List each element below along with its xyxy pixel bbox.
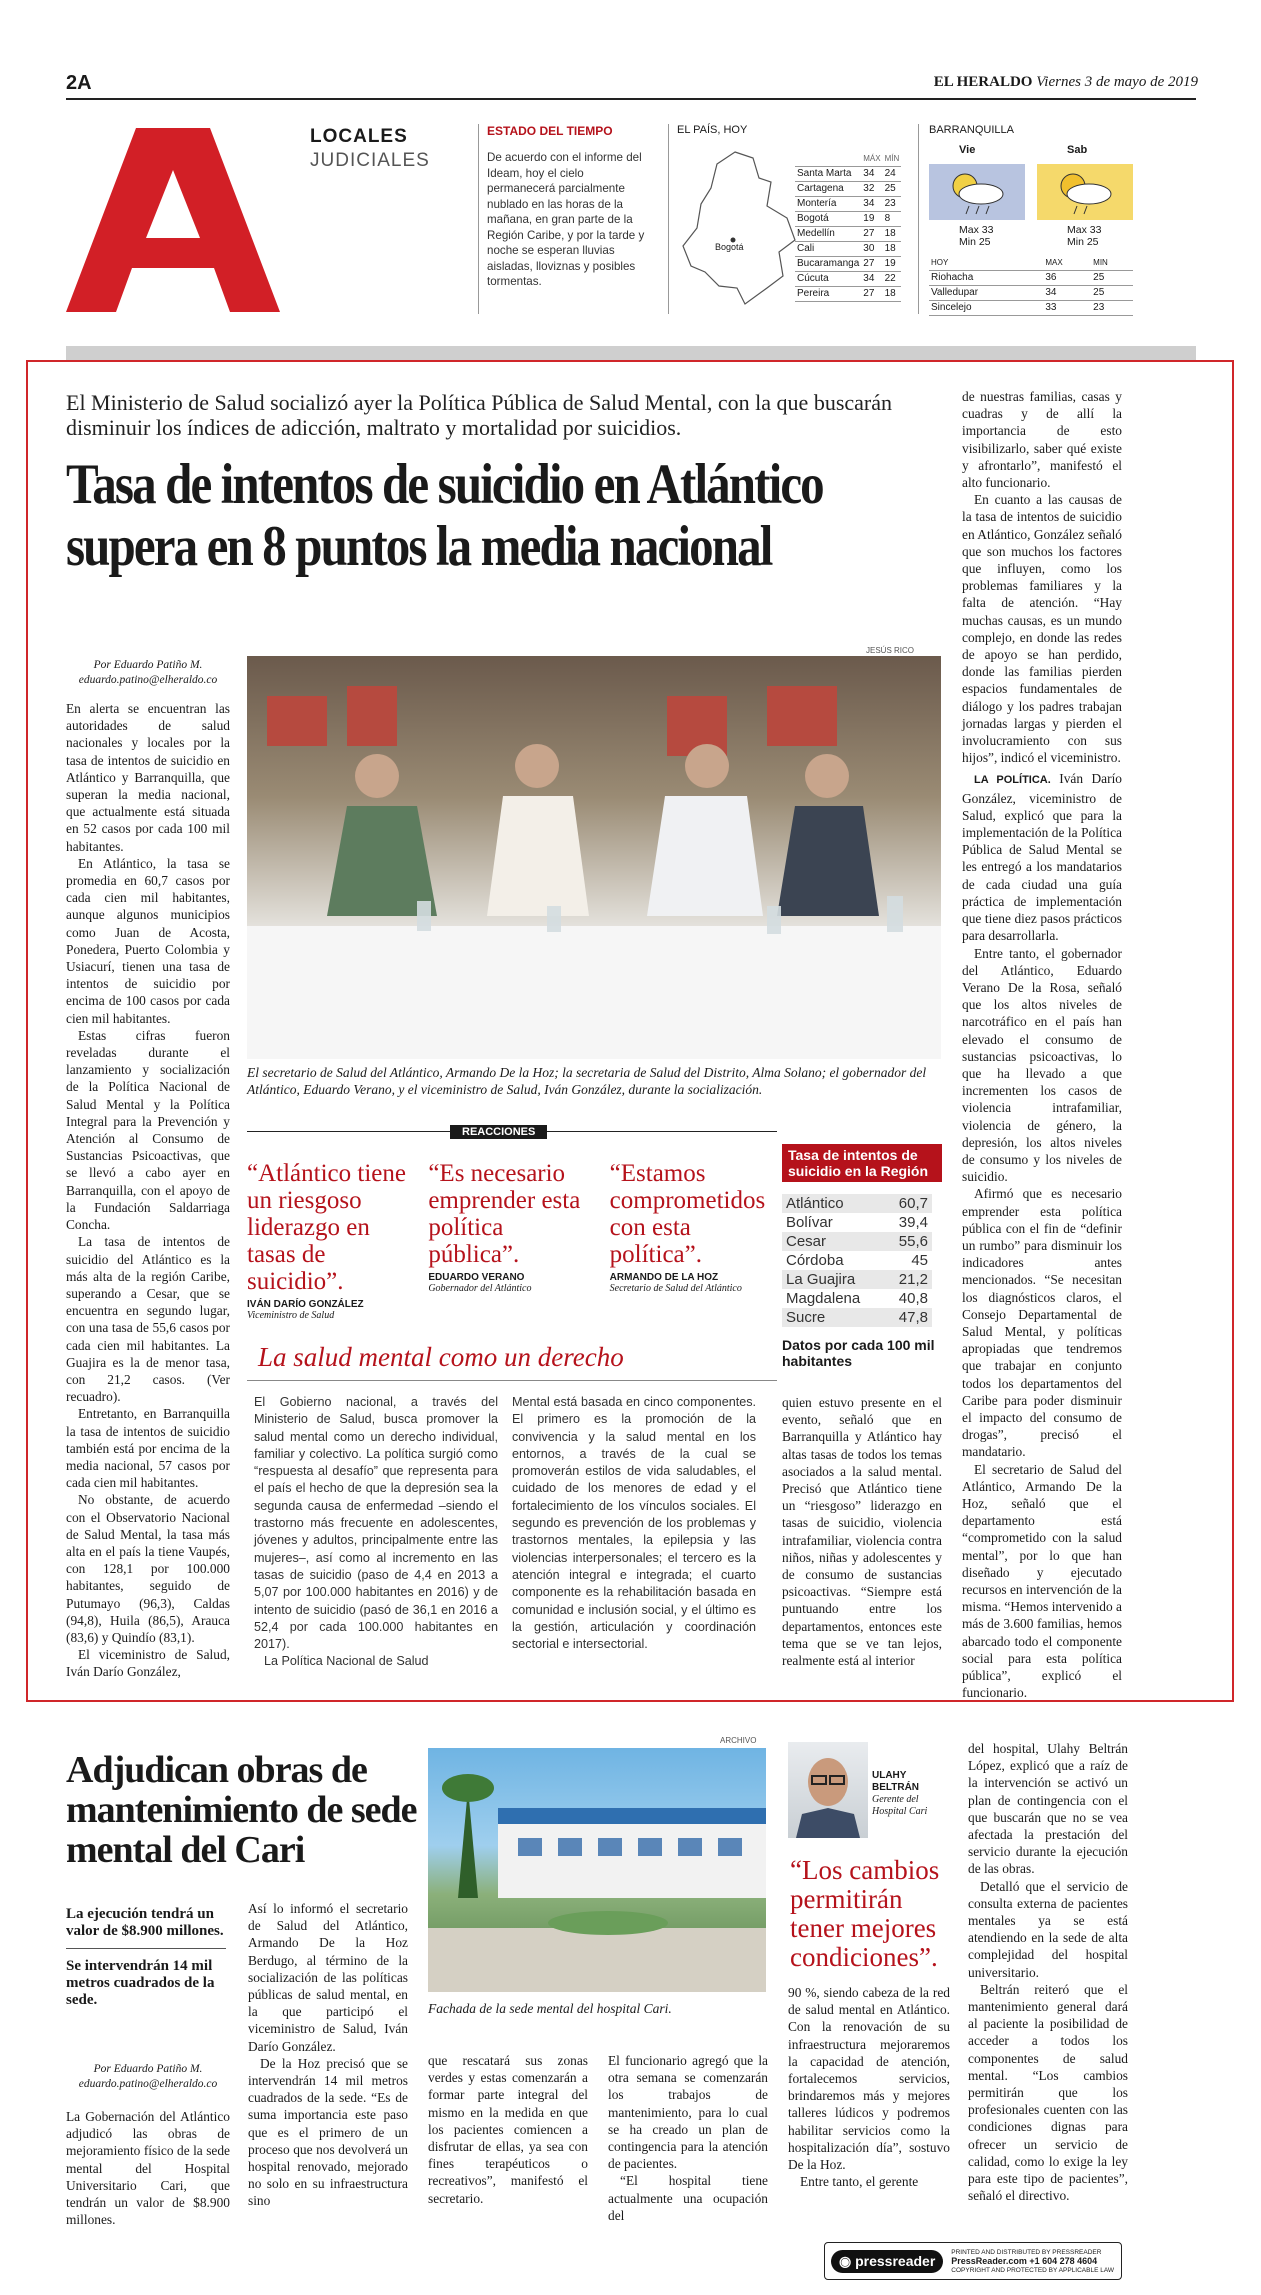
city-max: 34 [861, 197, 882, 212]
footer-copyright: COPYRIGHT AND PROTECTED BY APPLICABLE LAW [951, 2266, 1115, 2274]
city-name: Bogotá [795, 212, 861, 227]
paragraph: Detalló que el servicio de consulta externa de pacientes mentales ya se está atendiendo en la sede de alta complejidad del hospital universitario. [968, 1878, 1128, 1980]
deck-rule [66, 1948, 226, 1949]
subhead: La salud mental como un derecho [258, 1342, 624, 1372]
city-min: 18 [883, 287, 902, 302]
city-row [795, 257, 901, 272]
today-row [929, 286, 1133, 301]
pressreader-brand: pressreader [855, 2252, 936, 2269]
day1-min: Min 25 [959, 236, 991, 248]
region-value: 47,8 [898, 1309, 928, 1326]
quote-text: “Estamos comprometidos con esta política”. [609, 1160, 766, 1268]
today-min: 23 [1091, 301, 1133, 316]
city-min: 24 [883, 167, 902, 182]
story2-email: eduardo.patino@elheraldo.co [78, 2078, 218, 2090]
colombia-map [675, 148, 803, 308]
region-value: 60,7 [898, 1195, 928, 1212]
quote-role: Viceministro de Salud [247, 1310, 335, 1321]
headshot-photo [788, 1742, 868, 1838]
story2-column-4 [608, 2052, 768, 2224]
weather-box [478, 124, 648, 314]
story2-byline: Por Eduardo Patiño M. [93, 2063, 203, 2075]
story2-photo-credit: ARCHIVO [720, 1736, 757, 1745]
paper-name: EL HERALDO [933, 74, 1033, 90]
issue-date: Viernes 3 de mayo de 2019 [1036, 74, 1198, 90]
region-name: Bolívar [786, 1214, 833, 1231]
reactions-label: REACCIONES [450, 1125, 547, 1139]
story2-column-6 [968, 1740, 1128, 2204]
quote-name: ARMANDO DE LA HOZ [609, 1272, 719, 1283]
paragraph: No obstante, de acuerdo con el Observatorio Nacional de Salud Mental, la tasa más alta en el país la tiene Vaupés, con 128,1 por 100.000 habitantes, seguido de Putumayo (96,3), Caldas (94,8), Huila (86,5), Arauca (83,6) y Quindío (83,1). [66, 1492, 230, 1645]
paragraph: Entre tanto, el gobernador del Atlántico, Eduardo Verano De la Rosa, señaló que los altos niveles de narcotráfico en el país han elevado el consumo de sustancias psicoactivas, lo que ha llevado a que incrementen los casos de violencia intrafamiliar, violencia de género, la depresión, los altos niveles de consumo y los niveles de suicidio. [962, 945, 1122, 1185]
region-name: Cesar [786, 1233, 827, 1250]
cities-table [795, 152, 901, 302]
city-row [795, 182, 901, 197]
pressreader-icon: ◉ [839, 2252, 852, 2269]
city-min: 18 [883, 242, 902, 257]
paragraph: Así lo informó el secretario de Salud del Atlántico, Armando De la Hoz Berdugo, al término de la socialización de las políticas públicas de salud mental, en la que participó el viceministro de Salud, Iván Darío González. [248, 1901, 408, 2054]
story2-column-1: La Gobernación del Atlántico adjudicó las obras de mejoramiento físico de la sede mental del Hospital Universitario Cari, que tendrán un valor de $8.900 millones. [66, 2109, 230, 2228]
header-rule [66, 98, 1196, 100]
city-name: Pereira [795, 287, 861, 302]
table-row [782, 1251, 932, 1270]
pressreader-badge [824, 2242, 1122, 2280]
paragraph: Entre tanto, el gerente [800, 2174, 919, 2190]
city-max: 30 [861, 242, 882, 257]
today-min: 25 [1091, 271, 1133, 286]
story2-deck-1: La ejecución tendrá un valor de $8.900 millones. [66, 1906, 224, 1939]
region-name: Sucre [786, 1309, 826, 1326]
day2-panel [1037, 164, 1133, 220]
quote-text: “Es necesario emprender esta política pública”. [428, 1160, 581, 1268]
byline: Por Eduardo Patiño M. [93, 659, 203, 671]
reaction-quote [247, 1160, 414, 1321]
bq-label: BARRANQUILLA [929, 124, 1014, 136]
day1-label: Vie [959, 144, 976, 156]
story2-quote: “Los cambios permitirán tener mejores condiciones”. [790, 1855, 940, 1972]
quote-name: IVÁN DARÍO GONZÁLEZ [247, 1299, 364, 1310]
right-column-lead: LA POLÍTICA. [974, 774, 1051, 787]
weather-title: ESTADO DEL TIEMPO [487, 124, 613, 138]
section-title: LOCALES [310, 126, 408, 147]
photo-credit: JESÚS RICO [866, 646, 915, 655]
region-value: 45 [911, 1252, 928, 1269]
map-city-label: Bogotá [715, 242, 744, 252]
paragraph: En Atlántico, la tasa se promedia en 60,7 casos por cada cien mil habitantes, aunque algunos municipios como Juan de Acosta, Ponedera, Puerto Colombia y Usiacurí, tienen una tasa de intentos de suicidio por encima de 100 casos por cada cien mil habitantes. [66, 855, 230, 1026]
today-row [929, 271, 1133, 286]
city-row [795, 242, 901, 257]
region-value: 39,4 [898, 1214, 928, 1231]
pressreader-logo [831, 2250, 943, 2273]
city-max: 34 [861, 272, 882, 287]
city-row [795, 212, 901, 227]
city-max: 34 [861, 167, 882, 182]
story-column-4: quien estuvo presente en el evento, señaló que en Barranquilla y Atlántico hay altas tasas de todos los temas asociados a la salud mental. Precisó que Atlántico tiene un “riesgoso” liderazgo en tasas de suicidio, violencia intrafamiliar, violencia contra niños, niñas y adolescentes y de consumo de sustancias psicoactivas. “Siempre está puntuando entre los departamentos, entonces este tema que se ve tan lejos, realmente está al interior [782, 1395, 942, 1669]
paragraph: Beltrán reiteró que el mantenimiento general dará al paciente la posibilidad de acceder a todos los componentes de salud mental. “Los cambios permitirán que los profesionales cuenten con las condiciones dignas para ofrecer un servicio de calidad, como lo exige la ley para este tipo de pacientes”, señaló el directivo. [968, 1981, 1128, 2204]
today-name: Riohacha [929, 271, 1043, 286]
sub-column-1-text: El Gobierno nacional, a través del Ministerio de Salud, busca promover la salud mental como un derecho individual, familiar y colectivo. La política surgió como “respuesta al desafío” que representa para el país el hecho de que la depresión sea la segunda causa de enfermedad –siendo el trastorno más frecuente en adolescentes, jóvenes y adultos, principalmente entre las mujeres–, así como al incremento en las tasas de suicidio (paso de 4,4 en 2013 a 5,07 por 100.000 habitantes en 2016) y de intento de suicidio (pasó de 36,1 en 2016 a 52,4 por cada 100.000 habitantes en 2017). [254, 1395, 498, 1652]
table-row [782, 1232, 932, 1251]
event-photo [247, 656, 941, 1059]
region-value: 40,8 [898, 1290, 928, 1307]
region-value: 55,6 [898, 1233, 928, 1250]
city-row [795, 227, 901, 242]
table-row [782, 1289, 932, 1308]
city-name: Medellín [795, 227, 861, 242]
photo-caption: El secretario de Salud del Atlántico, Armando De la Hoz; la secretaria de Salud del Distrito, Alma Solano; el gobernador del Atlántico, Eduardo Verano, y el viceministro de Salud, Iván González, durante la socialización. [247, 1065, 927, 1097]
today-min-label: MIN [1091, 256, 1133, 271]
col-min: MÍN [883, 152, 902, 167]
quote-role: Secretario de Salud del Atlántico [609, 1283, 742, 1294]
city-min: 8 [883, 212, 902, 227]
city-min: 23 [883, 197, 902, 212]
today-row [929, 301, 1133, 316]
today-max: 34 [1043, 286, 1091, 301]
city-name: Cartagena [795, 182, 861, 197]
section-letter-a [66, 128, 280, 312]
quote-role: Gobernador del Atlántico [428, 1283, 532, 1294]
paragraph: La tasa de intentos de suicidio del Atlántico es la más alta de la región Caribe, superando a Cesar, que se encuentra en segundo lugar, con una tasa de 55,6 casos por cada cien mil habitantes. La Guajira es la de menor tasa, con 21,2 casos. (Ver recuadro). [66, 1234, 230, 1405]
footer-site: PressReader.com +1 604 278 4604 [951, 2255, 1098, 2266]
paragraph: El funcionario agregó que la otra semana se comenzarán los trabajos de mantenimiento, para lo cual se ha creado un plan de contingencia para la atención de pacientes. [608, 2053, 768, 2172]
quote-text: “Atlántico tiene un riesgoso liderazgo en tasas de suicidio”. [247, 1160, 406, 1295]
city-name: Montería [795, 197, 861, 212]
story-column-1 [66, 700, 230, 1681]
today-min: 25 [1091, 286, 1133, 301]
city-max: 27 [861, 227, 882, 242]
city-max: 32 [861, 182, 882, 197]
paragraph: “El hospital tiene actualmente una ocupación del [608, 2173, 768, 2223]
region-name: Córdoba [786, 1252, 844, 1269]
city-name: Cali [795, 242, 861, 257]
table-row [782, 1213, 932, 1232]
mug-name: ULAHY BELTRÁN [872, 1770, 920, 1793]
byline-email: eduardo.patino@elheraldo.co [78, 674, 218, 686]
region-name: Atlántico [786, 1195, 844, 1212]
today-max: 36 [1043, 271, 1091, 286]
story2-column-3: que rescatará sus zonas verdes y estas comenzarán a formar parte integral del mismo en la medida en que los pacientes comiencen a disfrutar de ellas, ya sea con fines terapéuticos o recreativos”, manifestó el secretario. [428, 2053, 588, 2206]
sub-column-2: Mental está basada en cinco componentes. El primero es la promoción de la convivencia y la salud mental en los entornos, a través de la cual se promoverán estilos de vida saludables, el cuidado de los menores de edad y el fortalecimiento de los vínculos sociales. El segundo es prevención de los problemas y trastornos mentales, la epilepsia y las violencias interpersonales; el tercero es la atención integral e integrada; el cuarto componente es la rehabilitación basada en comunidad e inclusión social, y el último es la gestión, articulación y coordinación sectorial e intersectorial. [512, 1395, 756, 1652]
region-name: Magdalena [786, 1290, 861, 1307]
today-name: Sincelejo [929, 301, 1043, 316]
city-row [795, 287, 901, 302]
table-row [782, 1308, 932, 1327]
city-name: Cúcuta [795, 272, 861, 287]
region-table-title: Tasa de intentos de suicidio en la Región [782, 1144, 942, 1182]
page-number: 2A [66, 72, 92, 94]
today-label: HOY [929, 256, 1043, 271]
today-max-label: MAX [1043, 256, 1091, 271]
quote-name: EDUARDO VERANO [428, 1272, 525, 1283]
day2-label: Sab [1067, 144, 1088, 156]
hospital-building-illustration [428, 1748, 766, 1992]
today-name: Valledupar [929, 286, 1043, 301]
city-min: 22 [883, 272, 902, 287]
paragraph: De la Hoz precisó que se intervendrán 14 mil metros cuadrados de la sede. “Es de suma importancia este paso que es el primero de un proceso que nos devolverá un hospital renovado, mejorado no solo en su infraestructura sino [248, 2055, 408, 2209]
person-headshot-icon [788, 1742, 868, 1838]
paragraph: Estas cifras fueron reveladas durante el lanzamiento y socialización de la Política Nacional de Salud Mental y la Política Integral para la Prevención y Atención al Consumo de Sustancias Psicoactivas, que se llevó a cabo ayer en Barranquilla, con el apoyo de la Fundación Saldarriaga Concha. [66, 1027, 230, 1233]
story2-column-2 [248, 1900, 408, 2210]
paragraph: En alerta se encuentran las autoridades de salud nacionales y locales por la tasa de intentos de suicidio en Atlántico y Barranquilla, que superan la media nacional, que actualmente está situada en 52 casos por cada 100 mil habitantes. [66, 701, 230, 854]
col-max: MÁX [861, 152, 882, 167]
city-min: 19 [883, 257, 902, 272]
city-row [795, 167, 901, 182]
city-name: Bucaramanga [795, 257, 861, 272]
region-value: 21,2 [898, 1271, 928, 1288]
paragraph: Afirmó que es necesario emprender esta política pública con el fin de “definir un rumbo” para disminuir los indicadores antes mencionados. “Se necesitan los diagnósticos claros, el Consejo Departamental de Salud Mental, y políticas apropiadas que tendremos que trabajar en conjunto todos los departamentos del Caribe para poder disminuir el impacto del consumo de drogas”, precisó el mandatario. [962, 1186, 1122, 1460]
barranquilla-weather [918, 124, 1198, 314]
story2-caption: Fachada de la sede mental del hospital Cari. [428, 2001, 672, 2016]
country-weather [668, 124, 908, 314]
paragraph: Entretanto, en Barranquilla la tasa de intentos de suicidio también está por encima de la media nacional, 57 casos por cada cien mil habitantes. [66, 1406, 230, 1491]
right-column-para: Iván Darío González, viceministro de Salud, explicó que para la implementación de la Política Pública de Salud Mental se les entregó a los mandatarios de cada ciudad una guía práctica de implementación que tiene diez pasos prácticos para desarrollarla. [962, 771, 1122, 944]
region-table-footer: Datos por cada 100 mil habitantes [782, 1337, 935, 1369]
city-max: 27 [861, 257, 882, 272]
story2-headline: Adjudican obras de mantenimiento de sede mental del Cari [66, 1749, 417, 1871]
today-table [929, 256, 1133, 316]
city-min: 25 [883, 182, 902, 197]
story2-deck-2: Se intervendrán 14 mil metros cuadrados de la sede. [66, 1958, 215, 2008]
region-table [782, 1194, 932, 1327]
reaction-quote [610, 1160, 777, 1321]
day2-min: Min 25 [1067, 236, 1099, 248]
day1-panel [929, 164, 1025, 220]
people-seated-illustration [247, 656, 941, 1059]
gray-band [66, 346, 1196, 360]
story-kicker: El Ministerio de Salud socializó ayer la Política Pública de Salud Mental, con la que buscarán disminuir los índices de adicción, maltrato y mortalidad por suicidios. [66, 390, 892, 440]
city-row [795, 197, 901, 212]
right-column [962, 388, 1122, 1701]
section-subtitle: JUDICIALES [310, 150, 430, 171]
paragraph: de nuestras familias, casas y cuadras y de allí la importancia de esto visibilizarlo, saber qué existe y afrontarlo”, manifestó el alto funcionario. [962, 389, 1122, 491]
day2-max: Max 33 [1067, 224, 1102, 236]
hospital-photo [428, 1748, 766, 1992]
paragraph: del hospital, Ulahy Beltrán López, explicó que a raíz de la intervención se activó un plan de contingencia con el que buscarán que no se vea afectada la prestación del servicio durante la ejecución de las obras. [968, 1741, 1128, 1877]
story2-column-5 [788, 1984, 950, 2190]
city-name: Santa Marta [795, 167, 861, 182]
region-table-box [782, 1144, 942, 1369]
table-row [782, 1194, 932, 1213]
reaction-quote [428, 1160, 595, 1321]
paragraph: 90 %, siendo cabeza de la red de salud mental en Atlántico. Con la renovación de su infraestructura mejoraremos la capacidad de atención, fortalecemos servicios, brindaremos más y mejores talleres lúdicos y podremos habilitar servicios como la hospitalización día”, sostuvo De la Hoz. [788, 1985, 950, 2173]
city-max: 19 [861, 212, 882, 227]
paragraph: En cuanto a las causas de la tasa de intentos de suicidio en Atlántico, González señaló que son muchos los factores que influyen, como los problemas familiares y la falta de atención. “Hay muchas causas, es un mundo complejo, en donde las redes de apoyo se han perdido, donde las familias pierden espacios fundamentales de diálogo y los padres trabajan jornadas largas y pierden el involucramiento con sus hijos”, indicó el viceministro. [962, 492, 1122, 766]
subhead-rule [247, 1380, 777, 1381]
city-max: 27 [861, 287, 882, 302]
city-min: 18 [883, 227, 902, 242]
sub-column-1 [254, 1394, 498, 1671]
footer-printed: PRINTED AND DISTRIBUTED BY PRESSREADER [951, 2248, 1102, 2256]
table-row [782, 1270, 932, 1289]
sun-cloud-rain-icon [929, 164, 1025, 220]
paragraph: El secretario de Salud del Atlántico, Armando De la Hoz, señaló que el departamento está “comprometido con la salud mental”, por lo que han diseñado y ejecutado recursos en intervención de la misma. “Hemos intervenido a más de 3.600 familias, hemos abarcado todo el componente social para esta política pública”, explicó el funcionario. [962, 1461, 1122, 1701]
sun-cloud-icon [1037, 164, 1133, 220]
today-max: 33 [1043, 301, 1091, 316]
headline: Tasa de intentos de suicidio en Atlántico supera en 8 puntos la media nacional [66, 453, 823, 578]
masthead-dateline [888, 74, 1198, 91]
region-name: La Guajira [786, 1271, 856, 1288]
paragraph: El viceministro de Salud, Iván Darío González, [66, 1647, 230, 1680]
weather-summary: De acuerdo con el informe del Ideam, hoy el cielo permanecerá parcialmente nublado en las horas de la mañana, en gran parte de la Región Caribe, y por la tarde y noche se esperan lluvias aisladas, lloviznas y posibles tormentas. [487, 151, 645, 288]
mug-role: Gerente del Hospital Cari [872, 1794, 928, 1817]
city-row [795, 272, 901, 287]
country-label: EL PAÍS, HOY [677, 124, 748, 136]
day1-max: Max 33 [959, 224, 994, 236]
sub-column-1-end: La Política Nacional de Salud [264, 1654, 429, 1669]
